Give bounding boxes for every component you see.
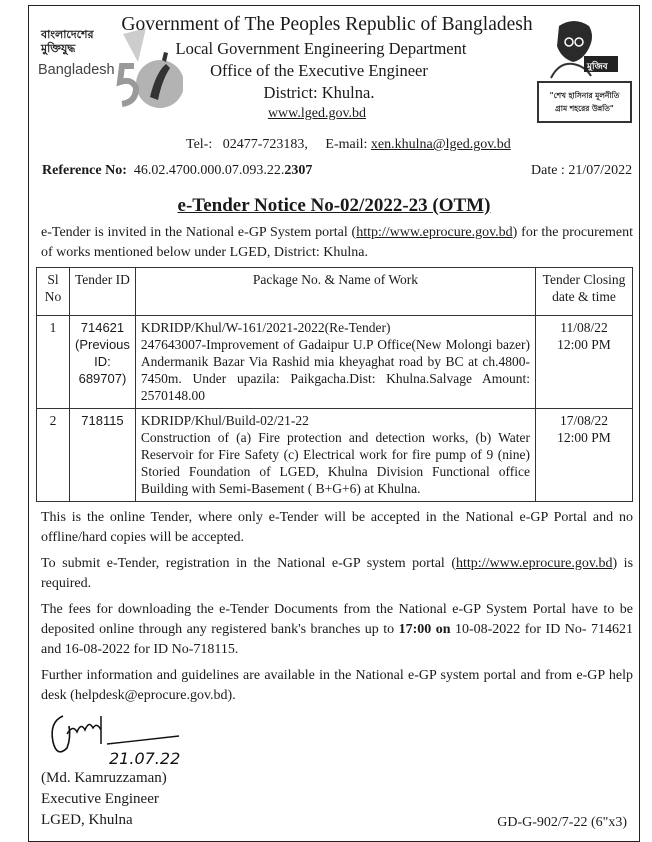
- notice-title: e-Tender Notice No-02/2022-23 (OTM): [177, 195, 491, 216]
- row-sl: 2: [37, 409, 70, 502]
- logo-bangla-line2: মুক্তিযুদ্ধ: [41, 42, 76, 55]
- logo-bangla-line1: বাংলাদেশের: [41, 28, 94, 41]
- letterhead: [29, 6, 639, 156]
- work-name: Construction of (a) Fire protection and detection works, (b) Water Reservoir for Fire Safety (c) Electrical work for fire pump of 9 (nine) Storied Foundation of LGED, Khulna Division Functional office Building with Semi-Basement ( B+G+6) at Khulna.: [140, 430, 530, 496]
- quote-box: [537, 81, 632, 123]
- online-tender-paragraph: This is the online Tender, where only e-Tender will be accepted in the National e-GP Portal and no offline/hard copies will be accepted.: [41, 510, 633, 545]
- email-label: E-mail:: [325, 137, 368, 152]
- signatory-office: LGED, Khulna: [41, 812, 133, 828]
- header-department: Local Government Engineering Department: [175, 39, 467, 58]
- tender-table: [36, 267, 633, 502]
- signatory-name: (Md. Kamruzzaman): [41, 770, 167, 786]
- registration-paragraph: [41, 554, 633, 594]
- reference-suffix: 2307: [284, 163, 313, 178]
- tel-label: Tel-:: [186, 137, 213, 152]
- header-district: District: Khulna.: [263, 83, 375, 102]
- header-office: Office of the Executive Engineer: [210, 61, 428, 80]
- row-sl: 1: [37, 316, 70, 409]
- portrait-icon: [529, 18, 639, 80]
- row-package: [135, 316, 535, 409]
- package-number: KDRIDP/Khul/Build-02/21-22: [140, 413, 309, 428]
- tender-id-note: (Previous ID: 689707): [75, 337, 130, 386]
- row-closing: [536, 409, 633, 502]
- fees-deadline-bold: 17:00 on: [398, 622, 451, 637]
- intro-text-before: e-Tender is invited in the National e-GP System portal (: [41, 225, 357, 240]
- tender-id-value: 718115: [81, 413, 124, 428]
- mujib-portrait-logo: [529, 18, 639, 126]
- date-value: 21/07/2022: [568, 163, 633, 178]
- notice-date: [531, 163, 632, 179]
- reference-label: Reference No:: [42, 163, 127, 178]
- fees-text-after: 10-08-2022 for ID No- 714621 and 16-08-2022 for ID No-718115.: [41, 622, 633, 657]
- package-number: KDRIDP/Khul/W-161/2021-2022(Re-Tender): [140, 320, 391, 335]
- closing-date: 17/08/22: [559, 413, 608, 428]
- registration-text-before: To submit e-Tender, registration in the National e-GP system portal (: [41, 556, 457, 571]
- closing-time: 12:00 PM: [557, 337, 611, 352]
- logo-bangladesh-text: Bangladesh: [38, 62, 115, 78]
- tel-number: 02477-723183,: [222, 137, 308, 152]
- closing-time: 12:00 PM: [557, 430, 611, 445]
- closing-date: 11/08/22: [560, 320, 608, 335]
- footer-block: [41, 768, 633, 831]
- row-tender-id: [70, 316, 136, 409]
- work-name: 247643007-Improvement of Gadaipur U.P Office(New Molongi bazer) Andermanik Bazar Via Rashid mia kheyaghat road by BC at ch.4800-7450m. Under upazila: Paikgacha.Dist: Khulna.Salvage Amount: 2570148.00: [140, 337, 530, 403]
- table-row: [37, 316, 633, 409]
- row-tender-id: [70, 409, 136, 502]
- table-row: [37, 409, 633, 502]
- signature-date: 21.07.22: [109, 749, 181, 768]
- registration-link[interactable]: http://www.eprocure.gov.bd: [456, 556, 613, 571]
- header-contact: [186, 137, 511, 153]
- header-website-link[interactable]: www.lged.gov.bd: [267, 106, 367, 121]
- intro-paragraph: [41, 223, 633, 263]
- row-package: [135, 409, 535, 502]
- email-link[interactable]: xen.khulna@lged.gov.bd: [370, 137, 511, 152]
- quote-line1: "শেখ হাসিনার মূলনীতি: [549, 91, 620, 100]
- signatory-designation: Executive Engineer: [41, 791, 159, 807]
- registration-text-after: ) is required.: [41, 556, 634, 591]
- fees-text-before: The fees for downloading the e-Tender Documents from the National e-GP System Portal have to be deposited online through any registered bank's branches up to: [41, 602, 633, 637]
- quote-line2: গ্রাম শহরের উন্নতি": [555, 104, 614, 113]
- gd-code: GD-G-902/7-22 (6"x3): [497, 815, 627, 830]
- intro-text-after: ) for the procurement of works mentioned below under LGED, District: Khulna.: [41, 225, 633, 260]
- reference-number: [42, 163, 312, 179]
- further-info-paragraph: Further information and guidelines are available in the National e-GP system portal and from e-GP help desk (helpdesk@eprocure.gov.bd).: [41, 668, 633, 703]
- header-package: Package No. & Name of Work: [135, 268, 535, 316]
- mujib-caption: মুজিব: [587, 62, 608, 72]
- tender-id-value: 714621: [80, 320, 125, 335]
- notice-frame: [28, 5, 640, 842]
- fees-paragraph: [41, 600, 633, 660]
- reference-prefix: 46.02.4700.000.07.093.22.: [133, 163, 285, 178]
- eprocure-link[interactable]: http://www.eprocure.gov.bd: [356, 225, 513, 240]
- header-tender-id: Tender ID: [70, 268, 136, 316]
- header-closing: Tender Closing date & time: [536, 268, 633, 316]
- reference-row: [29, 163, 639, 185]
- header-sl-no: Sl No: [37, 268, 70, 316]
- row-closing: [536, 316, 633, 409]
- table-header-row: [37, 268, 633, 316]
- header-government: Government of The Peoples Republic of Bangladesh: [121, 14, 533, 35]
- date-label: Date :: [531, 163, 565, 178]
- signature-icon: [47, 708, 197, 768]
